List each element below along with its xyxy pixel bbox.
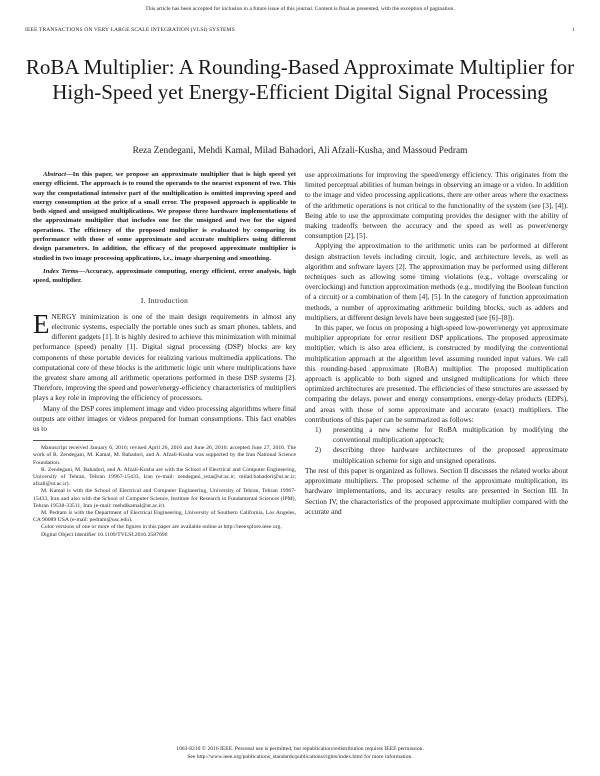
index-terms-text: Accuracy, approximate computing, energy efficient, error analysis, high speed, multiplier. (33, 267, 296, 285)
page-number: 1 (572, 27, 575, 33)
intro-paragraph-1 (33, 308, 296, 404)
footnote-divider (33, 440, 93, 441)
acceptance-notice: This article has been accepted for inclusion in a future issue of this journal. Content is final as presented, with the exception of pagination. (145, 6, 455, 12)
intro-paragraph-1-text: NERGY minimization is one of the main design requirements in almost any electronic systems, especially the portable ones such as smart phones, tablets, and different gadgets [1]. It is highly desired to achieve this minimization with minimal performance (speed) penalty [1]. Digital signal processing (DSP) blocks are key components of these portable devices for realizing various multimedia applications. The computational core of these blocks is the arithmetic logic unit where multiplications have the greatest share among all arithmetic operations performed in these DSP systems [2]. Therefore, improving the speed and power/energy-efficiency characteristics of multipliers plays a key role in improving the efficiency of processors. (33, 311, 296, 403)
footnotes (33, 445, 296, 539)
list-item-text: presenting a new scheme for RoBA multiplication by modifying the conventional multiplication approach; (333, 425, 568, 445)
intro-paragraph-2: Many of the DSP cores implement image and video processing algorithms where final outputs are either images or videos prepared for human consumptions. This fact enables us to (33, 403, 296, 433)
footnote-affiliation-1: R. Zendegani, M. Bahadori, and A. Afzali-Kusha are with the School of Electrical and Computer Engineering, University of Tehran, Tehran 19967-15433, Iran (e-mail: zendegani_reza@ut.ac.ir; milad.bahadori@ut.ac.ir; afzali@ut.ac.ir). (33, 466, 296, 488)
body-paragraph-3: In this paper, we focus on proposing a high-speed low-power/energy yet approximate multiplier appropriate for error resilient DSP applications. The proposed approximate multiplier, which is also area efficient, is constructed by modifying the conventional multiplication approach at the algorithm level assuming rounded input values. We call this rounding-based approximate (RoBA) multiplier. The proposed multiplication approach is applicable to both signed and unsigned multiplications for which three optimized architectures are presented. The efficiencies of these structures are assessed by comparing the delays, power and energy consumptions, energy-delay products (EDPs), and areas with those of some approximate and accurate (exact) multipliers. The contributions of this paper can be summarized as follows: (305, 323, 568, 424)
copyright-notice (0, 745, 600, 761)
drop-cap: E (33, 308, 50, 339)
copyright-line-2: See http://www.ieee.org/publications_standards/publications/rights/index.html for more information. (187, 754, 413, 760)
list-item (305, 425, 568, 445)
list-item-number: 2) (315, 445, 322, 455)
left-column (33, 170, 296, 539)
body-paragraph-4: The rest of this paper is organized as follows. Section II discusses the related works about approximate multipliers. The proposed scheme of the approximate multiplication, its hardware implementations, and its accuracy results are presented in Section III. In Section IV, the characteristics of the proposed approximate multiplier compared with the accurate and (305, 465, 568, 516)
footnote-manuscript: Manuscript received January 6, 2016; revised April 26, 2016 and June 26, 2016; accepted June 27, 2016. The work of R. Zendegani, M. Kamal, M. Bahadori, and A. Afzali-Kusha was supported by the Iran National Science Foundation. (33, 445, 296, 466)
journal-name: IEEE TRANSACTIONS ON VERY LARGE SCALE INTEGRATION (VLSI) SYSTEMS (25, 27, 235, 33)
body-paragraph-2: Applying the approximation to the arithmetic units can be performed at different design abstraction levels including circuit, logic, and architecture levels, as well as algorithm and software layers [2]. The approximation may be performed using different techniques such as allowing some timing violations (e.g., voltage overscaling or overclocking) and function approximation methods (e.g., modifying the Boolean function of a circuit) or a combination of them [4], [5]. In the category of function approximation methods, a number of approximating arithmetic building blocks, such as adders and multipliers, at different design levels have been suggested (see [6]–[8]). (305, 241, 568, 322)
footnote-affiliation-2: M. Kamal is with the School of Electrical and Computer Engineering, University of Tehran, Tehran 19967-15433, Iran and also with the School of Computer Science, Institute for Research in Fundamental Sciences (IPM), Tehran 19538-33511, Iran (e-mail: mehdikamal@ut.ac.ir). (33, 488, 296, 509)
list-item-number: 1) (315, 425, 322, 435)
running-head (25, 27, 575, 33)
paper-title: RoBA Multiplier: A Rounding-Based Approximate Multiplier for High-Speed yet Energy-Efficient Digital Signal Processing (25, 55, 575, 104)
right-column (305, 170, 568, 517)
list-item (305, 445, 568, 465)
index-terms-label: Index Terms (43, 267, 79, 275)
copyright-line-1: 1063-8210 © 2016 IEEE. Personal use is permitted, but republication/redistribution requires IEEE permission. (176, 746, 424, 752)
footnote-doi: Digital Object Identifier 10.1109/TVLSI.2016.2587696 (41, 531, 168, 538)
contribution-list (305, 425, 568, 466)
body-paragraph-1: use approximations for improving the speed/energy efficiency. This originates from the limited perceptual abilities of human beings in observing an image or a video. In addition to the image and video processing applications, there are other areas where the exactness of the arithmetic operations is not critical to the functionality of the system (see [3], [4]). Being able to use the approximate computing provides the designer with the ability of making tradeoffs between the accuracy and the speed as well as power/energy consumption [2], [5]. (305, 170, 568, 241)
section-heading-introduction: I. Introduction (140, 295, 189, 305)
footnote-affiliation-3: M. Pedram is with the Department of Electrical Engineering, University of Southern California, Los Angeles, CA 90089 USA (e-mail: pedram@usc.edu). (33, 510, 296, 524)
footnote-color-versions: Color versions of one or more of the figures in this paper are available online at http://ieeexplore.ieee.org. (41, 524, 282, 531)
abstract-label: Abstract (43, 171, 67, 178)
abstract: Abstract—In this paper, we propose an approximate multiplier that is high speed yet energy efficient. The approach is to round the operands to the nearest exponent of two. This way the computational intensive part of the multiplication is omitted improving speed and energy consumption at the price of a small error. The proposed approach is applicable to both signed and unsigned multiplications. We propose three hardware implementations of the approximate multiplier that includes one for the unsigned and two for the signed operations. The efficiency of the proposed multiplier is evaluated by comparing its performance with those of some approximate and accurate multipliers using different design parameters. In addition, the efficacy of the proposed approximate multiplier is studied in two image processing applications, i.e., image sharpening and smoothing. (33, 171, 296, 262)
abstract-text: In this paper, we propose an approximate multiplier that is high speed yet energy efficient. The approach is to round the operands to the nearest exponent of two. This way the computational intensive part of the multiplication is omitted improving speed and energy consumption at the price of a small error. The proposed approach is applicable to both signed and unsigned multiplications. We propose three hardware implementations of the approximate multiplier that includes one for the unsigned and two for the signed operations. The efficiency of the proposed multiplier is evaluated by comparing its performance with those of some approximate and accurate multipliers using different design parameters. In addition, the efficacy of the proposed approximate multiplier is studied in two image processing applications, i.e., image sharpening and smoothing. (33, 171, 296, 262)
index-terms: Index Terms—Accuracy, approximate computing, energy efficient, error analysis, high speed, multiplier. (33, 267, 296, 285)
list-item-text: describing three hardware architectures of the proposed approximate multiplication scheme for sign and unsigned operations. (333, 445, 568, 465)
author-list: Reza Zendegani, Mehdi Kamal, Milad Bahadori, Ali Afzali-Kusha, and Massoud Pedram (132, 146, 468, 156)
